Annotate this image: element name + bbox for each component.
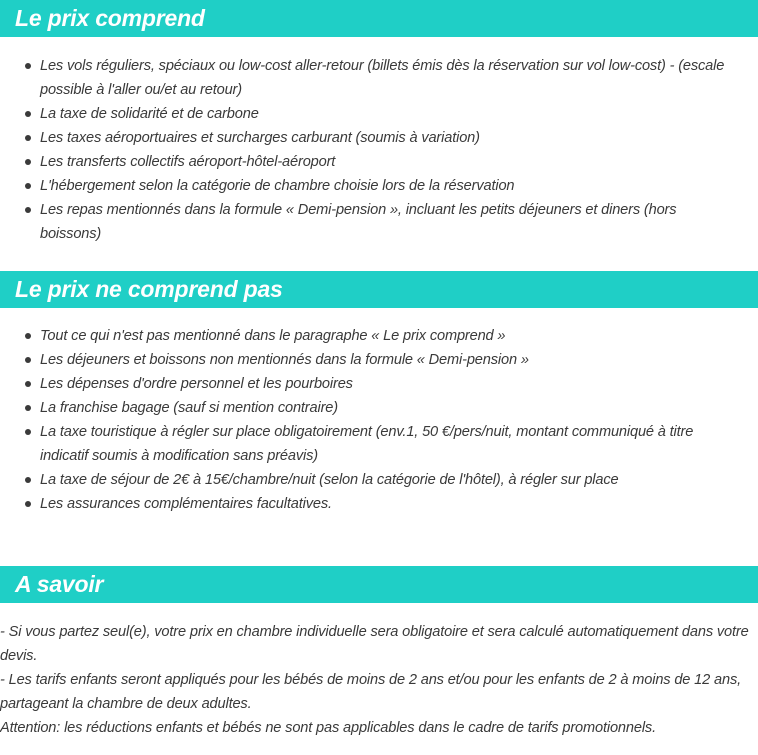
note-line: - Si vous partez seul(e), votre prix en chambre individuelle sera obligatoire et sera calculé automatiquement dans votre devis. — [0, 624, 749, 664]
list-item — [0, 492, 758, 516]
note-line: - Les tarifs enfants seront appliqués pour les bébés de moins de 2 ans et/ou pour les enfants de 2 à moins de 12 ans, partageant la chambre de deux adultes. — [0, 672, 741, 712]
list-item — [0, 396, 758, 420]
bullet-icon — [25, 381, 31, 387]
note-line: Attention: les réductions enfants et bébés ne sont pas applicables dans le cadre de tarifs promotionnels. — [0, 720, 656, 736]
bullet-icon — [25, 357, 31, 363]
list-item — [0, 420, 758, 468]
list-item — [0, 102, 758, 126]
list-item-text: Les assurances complémentaires facultatives. — [40, 496, 332, 512]
section-title-good-to-know: A savoir — [0, 566, 758, 603]
list-item — [0, 468, 758, 492]
bullet-icon — [25, 183, 31, 189]
bullet-icon — [25, 159, 31, 165]
list-item-text: Les déjeuners et boissons non mentionnés dans la formule « Demi-pension » — [40, 352, 529, 368]
list-item-text: La taxe de séjour de 2€ à 15€/chambre/nuit (selon la catégorie de l'hôtel), à régler sur place — [40, 472, 619, 488]
list-item-text: La taxe de solidarité et de carbone — [40, 106, 259, 122]
bullet-icon — [25, 501, 31, 507]
list-item — [0, 372, 758, 396]
list-item-text: Les repas mentionnés dans la formule « Demi-pension », incluant les petits déjeuners et diners (hors boissons) — [40, 202, 677, 242]
list-item — [0, 54, 758, 102]
section-good-to-know — [0, 566, 758, 740]
list-item-text: Les vols réguliers, spéciaux ou low-cost aller-retour (billets émis dès la réservation sur vol low-cost) - (escale possible à l'aller ou/et au retour) — [40, 58, 725, 98]
list-item-text: Les transferts collectifs aéroport-hôtel-aéroport — [40, 154, 336, 170]
list-item — [0, 324, 758, 348]
bullet-icon — [25, 63, 31, 69]
bullet-icon — [25, 405, 31, 411]
list-item — [0, 174, 758, 198]
good-to-know-notes — [0, 620, 758, 740]
section-title-includes: Le prix comprend — [0, 0, 758, 37]
list-item-text: La franchise bagage (sauf si mention contraire) — [40, 400, 338, 416]
bullet-icon — [25, 429, 31, 435]
includes-list — [0, 54, 758, 246]
bullet-icon — [25, 135, 31, 141]
section-title-excludes: Le prix ne comprend pas — [0, 271, 758, 308]
section-price-includes — [0, 0, 758, 246]
list-item-text: L'hébergement selon la catégorie de chambre choisie lors de la réservation — [40, 178, 515, 194]
bullet-icon — [25, 477, 31, 483]
list-item — [0, 198, 758, 246]
list-item — [0, 150, 758, 174]
bullet-icon — [25, 207, 31, 213]
list-item-text: La taxe touristique à régler sur place obligatoirement (env.1, 50 €/pers/nuit, montant communiqué à titre indicatif soumis à modification sans préavis) — [40, 424, 694, 464]
list-item-text: Les taxes aéroportuaires et surcharges carburant (soumis à variation) — [40, 130, 480, 146]
excludes-list — [0, 324, 758, 516]
bullet-icon — [25, 111, 31, 117]
list-item-text: Tout ce qui n'est pas mentionné dans le paragraphe « Le prix comprend » — [40, 328, 506, 344]
list-item — [0, 126, 758, 150]
list-item — [0, 348, 758, 372]
bullet-icon — [25, 333, 31, 339]
list-item-text: Les dépenses d'ordre personnel et les pourboires — [40, 376, 353, 392]
section-price-excludes — [0, 271, 758, 516]
